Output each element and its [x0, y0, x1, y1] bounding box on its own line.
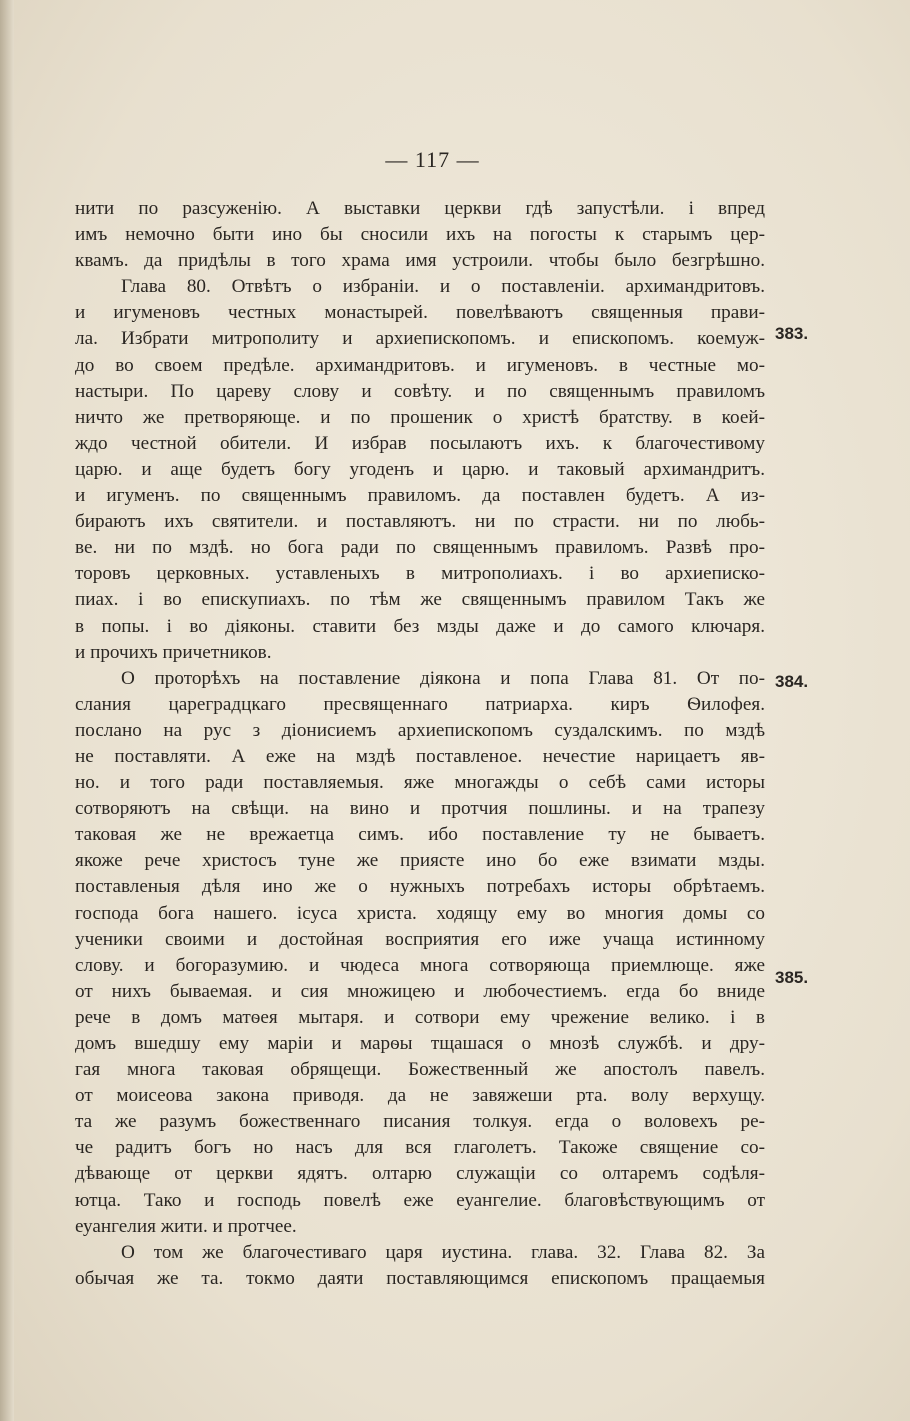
text-line: послано на рус з діонисиемъ архиепископомъ суздалскимъ. по мздѣ: [75, 719, 765, 741]
margin-number: 383.: [775, 324, 809, 343]
text-line: Глава 80. Отвѣтъ о избраніи. и о поставленіи. архимандритовъ.: [121, 276, 765, 298]
text-line: та же разумъ божественнаго писания толкуя. егда о воловехъ ре-: [75, 1111, 765, 1133]
text-line: дѣвающе от церкви ядятъ. олтарю служащіи со олтаремъ содѣля-: [75, 1163, 765, 1185]
text-line: ждо честной обители. И избрав посылаютъ ихъ. к благочестивому: [75, 432, 765, 454]
text-line: пиах. і во епискупиахъ. по тѣм же священнымъ правилом Такъ же: [75, 589, 765, 611]
text-line: ла. Избрати митрополиту и архиепископомъ. и епископомъ. коемуж-: [75, 328, 765, 350]
text-line: и прочихъ причетников.: [75, 641, 272, 663]
text-line: О проторѣхъ на поставление діякона и попа Глава 81. От по-: [121, 667, 765, 689]
text-line: поставленыя дѣля ино же о нужныхъ потребахъ исторы обрѣтаемъ.: [75, 876, 765, 898]
text-line: от нихъ бываемая. и сия множицею и любочестиемъ. егда бо вниде: [75, 980, 765, 1002]
text-line: слову. и богоразумию. и чюдеса многа сотворяюща приемлюще. яже: [75, 954, 765, 976]
text-line: ве. ни по мздѣ. но бога ради по священнымъ правиломъ. Развѣ про-: [75, 537, 765, 559]
text-line: квамъ. да придѣлы в того храма имя устроили. чтобы было безгрѣшно.: [75, 250, 765, 272]
text-line: ученики своими и достойная восприятия его иже учаща истинному: [75, 928, 765, 950]
text-line: рече в домъ матѳея мытаря. и сотвори ему чрежение велико. і в: [75, 1006, 765, 1028]
text-line: настыри. По цареву слову и совѣту. и по священнымъ правиломъ: [75, 380, 765, 402]
text-line: от моисеова закона приводя. да не завяжеши рта. волу верхущу.: [75, 1085, 765, 1107]
text-line: царю. и аще будетъ богу угоденъ и царю. и таковый архимандритъ.: [75, 458, 765, 480]
text-line: сотворяютъ на свѣщи. на вино и протчия пошлины. и на трапезу: [75, 798, 765, 820]
text-line: и игуменъ. по священнымъ правиломъ. да поставлен будетъ. А из-: [75, 485, 765, 507]
margin-number: 385.: [775, 968, 809, 987]
text-line: ничто же претворяюще. и по прошеник о христѣ братству. в коей-: [75, 406, 765, 428]
text-line: гая многа таковая обрящещи. Божественный же апостолъ павелъ.: [75, 1059, 765, 1081]
text-line: в попы. і во діяконы. ставити без мзды даже и до самого ключаря.: [75, 615, 765, 637]
body-text: [75, 196, 765, 1292]
text-line: че радитъ богъ но насъ для вся глаголетъ. Такоже священие со-: [75, 1137, 765, 1159]
page-shadow-edge: [0, 0, 14, 1421]
text-line: но. и того ради поставляемыя. яже многажды о себѣ сами исторы: [75, 772, 765, 794]
text-line: О том же благочестиваго царя иустина. глава. 32. Глава 82. За: [121, 1241, 765, 1263]
page-number: — 117 —: [385, 147, 480, 172]
text-line: не поставляти. А еже на мздѣ поставленое. нечестие нарицаетъ яв-: [75, 745, 765, 767]
margin-number: 384.: [775, 672, 809, 691]
text-line: торовъ церковных. уставленыхъ в митрополиахъ. і во архиеписко-: [75, 563, 765, 585]
text-line: еуангелия жити. и протчее.: [75, 1215, 297, 1237]
text-line: домъ вшедшу ему маріи и марѳы тщашася о мнозѣ службѣ. и дру-: [75, 1033, 765, 1054]
text-line: и игуменовъ честных монастырей. повелѣваютъ священныя прави-: [75, 302, 765, 324]
text-line: до во своем предѣле. архимандритовъ. и игуменовъ. в честные мо-: [75, 354, 765, 376]
text-line: таковая же не врежаетца симъ. ибо поставление ту не бываетъ.: [75, 824, 765, 846]
text-line: слания цареградцкаго пресвященнаго патриарха. киръ Ѳилофея.: [75, 693, 765, 715]
text-line: обычая же та. токмо даяти поставляющимся епископомъ пращаемыя: [75, 1267, 765, 1289]
text-line: имъ немочно быти ино бы сносили ихъ на погосты к старымъ цер-: [75, 224, 765, 246]
text-line: господа бога нашего. ісуса христа. ходящу ему во многия домы со: [75, 902, 765, 924]
text-line: бираютъ ихъ святители. и поставляютъ. ни по страсти. ни по любь-: [75, 511, 765, 533]
text-line: якоже рече христосъ туне же приясте ино бо еже взимати мзды.: [75, 850, 765, 872]
text-line: ютца. Тако и господь повелѣ еже еуангелие. благовѣствующимъ от: [75, 1189, 765, 1211]
text-line: нити по разсуженію. А выставки церкви гдѣ запустѣли. і впред: [75, 198, 765, 219]
